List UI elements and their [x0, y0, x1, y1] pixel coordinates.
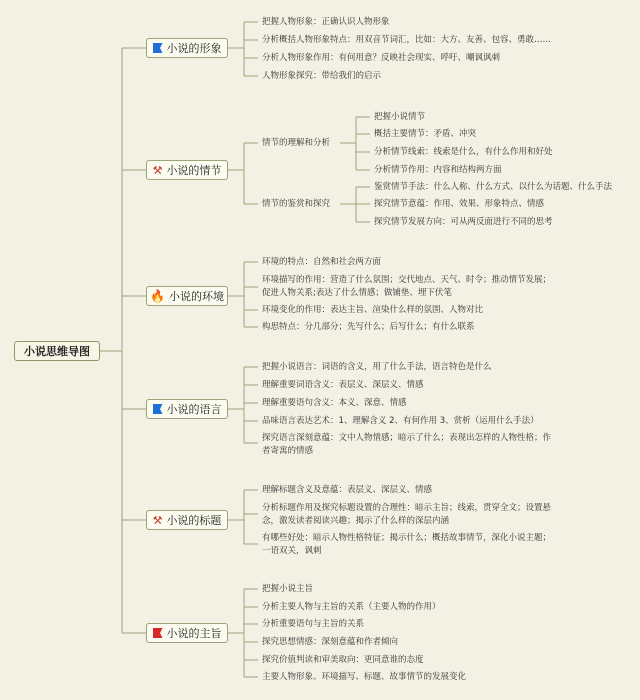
list-item[interactable]: 环境的特点：自然和社会两方面 — [262, 257, 382, 267]
red-flag-icon — [153, 628, 163, 638]
list-item[interactable]: 探究情节发展方向：可从两反面进行不同的思考 — [374, 217, 553, 227]
list-item[interactable]: 分析人物形象作用：有何用意？反映社会现实、呼吁、嘲讽讽刺 — [262, 53, 501, 63]
branch-plot-node[interactable] — [146, 160, 228, 180]
list-item[interactable]: 把握小说情节 — [374, 112, 426, 122]
list-item[interactable]: 理解重要语句含义：本义、深意、情感 — [262, 398, 407, 408]
list-item[interactable]: 主要人物形象、环境描写、标题、故事情节的发展变化 — [262, 672, 467, 682]
list-item[interactable]: 把握人物形象：正确认识人物形象 — [262, 17, 390, 27]
branch-character-node[interactable] — [146, 38, 228, 58]
list-item[interactable]: 鉴赏情节手法：什么人称、什么方式、以什么为话题、什么手法 — [374, 182, 613, 192]
list-item[interactable]: 人物形象探究：带给我们的启示 — [262, 71, 382, 81]
root-label: 小说思维导图 — [24, 345, 90, 358]
list-item[interactable]: 环境描写的作用：营造了什么氛围；交代地点、天气、时令；推动情节发展；促进人物关系;表达了什么情感；做铺垫、埋下伏笔 — [262, 275, 552, 298]
sub-topic-plot-understanding[interactable]: 情节的理解和分析 — [262, 138, 331, 148]
list-item[interactable]: 分析概括人物形象特点：用双音节词汇，比如：大方、友善、包容、勇敢…… — [262, 35, 552, 45]
branch-label: 小说的语言 — [166, 403, 222, 416]
branch-label: 小说的形象 — [166, 42, 222, 55]
blue-flag-icon — [153, 43, 163, 53]
list-item[interactable]: 探究情节意蕴：作用、效果、形象特点、情感 — [374, 199, 545, 209]
list-item[interactable]: 分析重要语句与主旨的关系 — [262, 619, 365, 629]
list-item[interactable]: 探究思想情感：深刻意蕴和作者倾向 — [262, 637, 399, 647]
list-item[interactable]: 分析标题作用及探究标题设置的合理性：暗示主旨；线索，贯穿全文；设置悬念，激发读者阅读兴趣；揭示了什么样的深层内涵 — [262, 503, 552, 526]
branch-environment-node[interactable] — [146, 286, 228, 306]
list-item[interactable]: 探究价值判读和审美取向：更同意谁的态度 — [262, 655, 424, 665]
branch-label: 小说的主旨 — [166, 627, 222, 640]
list-item[interactable]: 把握小说主旨 — [262, 584, 314, 594]
root-node[interactable] — [14, 341, 100, 361]
list-item[interactable]: 构思特点：分几部分；先写什么；后写什么；有什么联系 — [262, 322, 475, 332]
branch-title-node[interactable] — [146, 510, 228, 530]
fire-icon: 🔥 — [150, 289, 165, 303]
tools-icon: ⚒ — [152, 163, 163, 177]
branch-label: 小说的标题 — [166, 514, 222, 527]
list-item[interactable]: 把握小说语言：词语的含义，用了什么手法，语言特色是什么 — [262, 362, 492, 372]
blue-flag-icon — [153, 404, 163, 414]
branch-theme-node[interactable] — [146, 623, 228, 643]
list-item[interactable]: 分析情节作用：内容和结构两方面 — [374, 165, 502, 175]
list-item[interactable]: 分析主要人物与主旨的关系（主要人物的作用） — [262, 602, 441, 612]
list-item[interactable]: 理解重要词语含义：表层义、深层义、情感 — [262, 380, 424, 390]
branch-label: 小说的情节 — [166, 164, 222, 177]
branch-language-node[interactable] — [146, 399, 228, 419]
branch-label: 小说的环境 — [168, 290, 224, 303]
list-item[interactable]: 探究语言深刻意蕴：文中人物情感；暗示了什么；表现出怎样的人物性格；作者寄寓的情感 — [262, 433, 552, 456]
list-item[interactable]: 有哪些好处：暗示人物性格特征；揭示什么；概括故事情节，深化小说主题；一语双关，讽刺 — [262, 533, 552, 556]
list-item[interactable]: 理解标题含义及意蕴：表层义、深层义、情感 — [262, 485, 433, 495]
sub-topic-plot-appreciation[interactable]: 情节的鉴赏和探究 — [262, 199, 331, 209]
list-item[interactable]: 品味语言表达艺术：1、理解含义 2、有何作用 3、赏析（运用什么手法） — [262, 416, 539, 426]
list-item[interactable]: 环境变化的作用：表达主旨、渲染什么样的氛围、人物对比 — [262, 305, 484, 315]
tools-icon: ⚒ — [152, 513, 163, 527]
list-item[interactable]: 概括主要情节：矛盾、冲突 — [374, 129, 477, 139]
list-item[interactable]: 分析情节线索：线索是什么，有什么作用和好处 — [374, 147, 553, 157]
